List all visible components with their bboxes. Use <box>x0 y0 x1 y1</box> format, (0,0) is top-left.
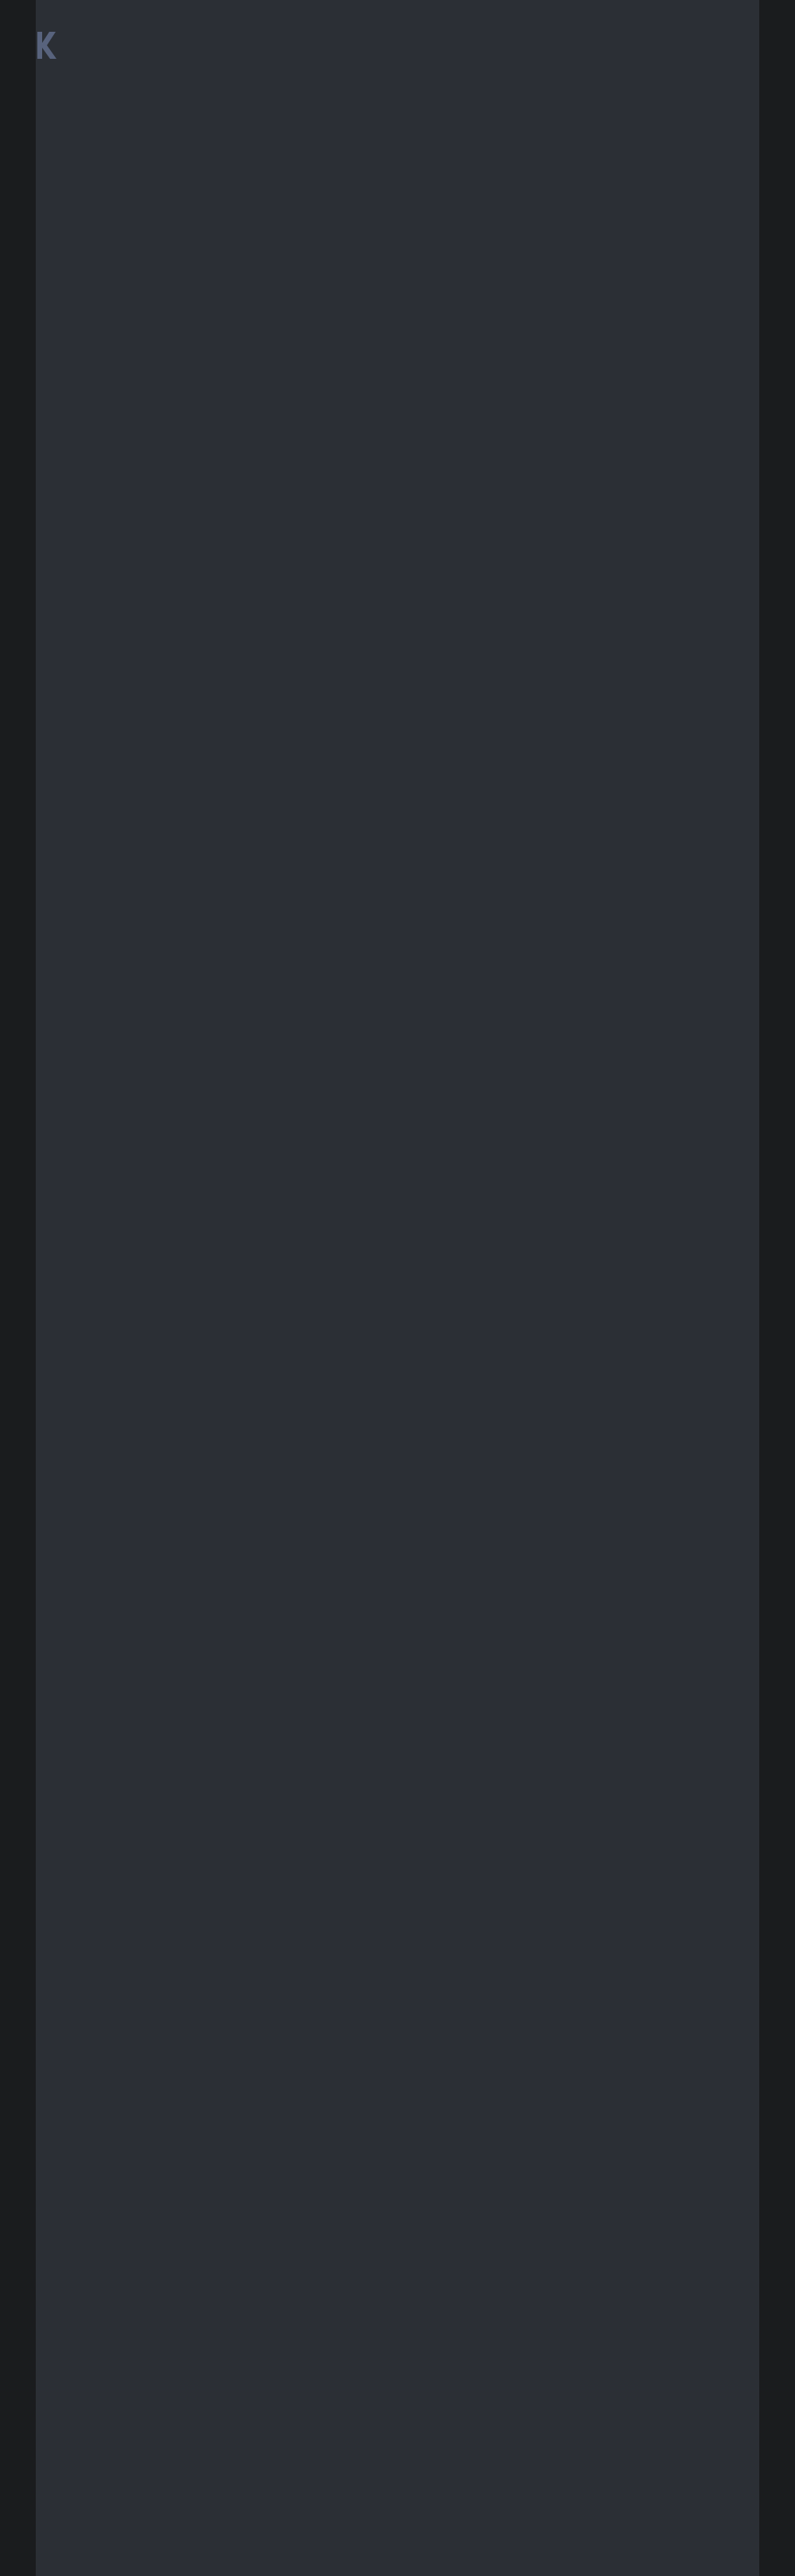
comments-page <box>36 0 759 2576</box>
site-logo-icon <box>34 29 61 62</box>
